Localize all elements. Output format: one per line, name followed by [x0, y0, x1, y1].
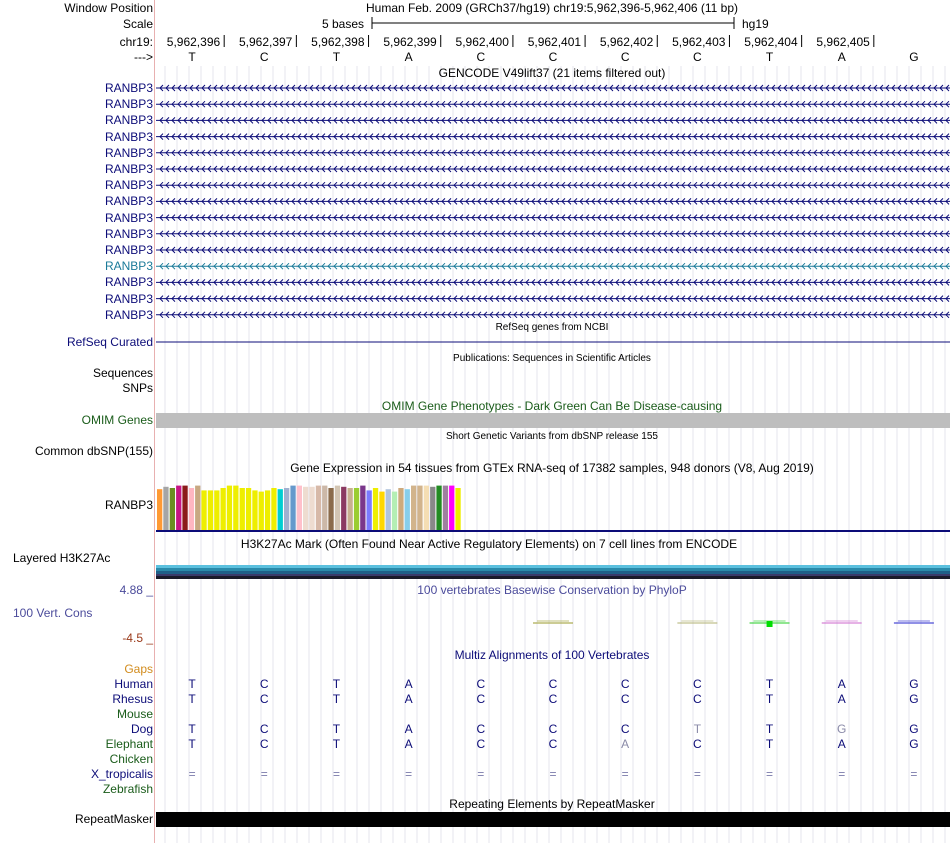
repeatmasker-element-bar	[156, 812, 950, 827]
scale-label: Scale	[122, 17, 153, 31]
gtex-tissue-bar	[328, 488, 333, 530]
aligned-base: T	[765, 737, 774, 751]
gtex-tissue-bar	[163, 487, 168, 530]
gencode-transcript-label[interactable]: RANBP3	[104, 210, 153, 225]
gtex-tissue-bar	[424, 486, 429, 530]
gtex-tissue-bar	[354, 488, 359, 530]
coordinate-tick-label: 5,962,399	[383, 35, 437, 49]
h3k27ac-track-title: H3K27Ac Mark (Often Found Near Active Regulatory Elements) on 7 cell lines from ENCODE	[240, 537, 738, 551]
phylop-track-label[interactable]: 100 Vert. Cons	[13, 606, 93, 620]
aligned-base: C	[259, 677, 269, 691]
scale-db-text: hg19	[742, 17, 769, 31]
aligned-base: T	[188, 737, 196, 751]
gtex-tissue-bar	[367, 490, 372, 530]
reference-base: C	[620, 50, 630, 64]
gencode-track-title: GENCODE V49lift37 (21 items filtered out)	[438, 66, 666, 80]
gtex-tissue-bar	[430, 487, 435, 530]
gtex-tissue-bar	[233, 486, 238, 530]
gencode-transcript-label[interactable]: RANBP3	[104, 97, 153, 112]
aligned-base: G	[837, 722, 847, 736]
gencode-transcript-label[interactable]: RANBP3	[104, 307, 153, 322]
aligned-base: =	[910, 767, 918, 781]
multiz-species-label[interactable]: Dog	[130, 722, 153, 736]
reference-base: T	[765, 50, 774, 64]
aligned-base: T	[765, 692, 774, 706]
gencode-transcript-label[interactable]: RANBP3	[104, 275, 153, 290]
gencode-transcript-label[interactable]: RANBP3	[104, 259, 153, 274]
gtex-tissue-bar	[348, 488, 353, 530]
gtex-tissue-bar	[392, 492, 397, 530]
gtex-tissue-bar	[214, 490, 219, 530]
gtex-tissue-bar	[221, 488, 226, 530]
gtex-tissue-bar	[455, 488, 460, 530]
multiz-species-label[interactable]: Zebrafish	[102, 782, 153, 796]
gtex-tissue-bar	[157, 489, 162, 530]
refseq-track-label[interactable]: RefSeq Curated	[66, 335, 153, 349]
gtex-tissue-bar	[297, 486, 302, 530]
multiz-track-title: Multiz Alignments of 100 Vertebrates	[454, 648, 650, 662]
publications-track-title: Publications: Sequences in Scientific Articles	[453, 353, 651, 364]
aligned-base: A	[404, 692, 413, 706]
multiz-species-label[interactable]: Gaps	[124, 662, 153, 676]
gtex-tissue-bar	[322, 486, 327, 530]
h3k27ac-track-label[interactable]: Layered H3K27Ac	[13, 551, 111, 565]
aligned-base: C	[476, 677, 486, 691]
gtex-tissue-bar	[443, 486, 448, 530]
aligned-base: C	[259, 692, 269, 706]
dbsnp-track-label[interactable]: Common dbSNP(155)	[34, 444, 153, 458]
scale-bar-text: 5 bases	[322, 17, 365, 31]
gtex-tissue-bar	[189, 488, 194, 530]
gencode-transcript-label[interactable]: RANBP3	[104, 243, 153, 257]
repeatmasker-track-label[interactable]: RepeatMasker	[74, 812, 153, 826]
gencode-transcript-label[interactable]: RANBP3	[104, 194, 153, 209]
omim-track-title: OMIM Gene Phenotypes - Dark Green Can Be Disease-causing	[381, 399, 723, 413]
h3k27ac-layer	[156, 568, 950, 571]
multiz-species-label[interactable]: Mouse	[116, 707, 153, 721]
gtex-tissue-bar	[417, 486, 422, 530]
phylop-ymax: 4.88 _	[119, 583, 153, 597]
aligned-base: C	[476, 722, 486, 736]
aligned-base: G	[909, 737, 919, 751]
strand-label: --->	[134, 50, 153, 64]
gencode-transcript-label[interactable]: RANBP3	[104, 162, 153, 176]
aligned-base: =	[477, 767, 485, 781]
aligned-base: T	[188, 677, 196, 691]
aligned-base: =	[549, 767, 557, 781]
gencode-transcript-label[interactable]: RANBP3	[104, 145, 153, 160]
gtex-tissue-bar	[182, 486, 187, 530]
gencode-transcript-label[interactable]: RANBP3	[104, 81, 153, 95]
gtex-tissue-bar	[335, 486, 340, 530]
gencode-transcript-label[interactable]: RANBP3	[104, 129, 153, 144]
gtex-tissue-bar	[341, 487, 346, 530]
gtex-tissue-bar	[360, 486, 365, 530]
multiz-species-label[interactable]: Elephant	[105, 737, 153, 751]
aligned-base: T	[332, 737, 341, 751]
aligned-base: C	[693, 692, 702, 706]
aligned-base: =	[188, 767, 196, 781]
reference-base: C	[476, 50, 486, 64]
gtex-tissue-bar	[303, 487, 308, 530]
aligned-base: G	[909, 692, 919, 706]
gtex-tissue-bar	[373, 488, 378, 530]
gtex-tissue-bar	[278, 489, 283, 530]
gtex-tissue-bar	[170, 488, 175, 530]
repeatmasker-track-title: Repeating Elements by RepeatMasker	[449, 797, 655, 811]
aligned-base: =	[766, 767, 774, 781]
multiz-species-label[interactable]: X_tropicalis	[90, 767, 153, 781]
reference-base: C	[548, 50, 558, 64]
gtex-tissue-bar	[379, 492, 384, 530]
aligned-base: T	[188, 722, 196, 736]
multiz-species-label[interactable]: Chicken	[109, 752, 153, 766]
gencode-transcript-label[interactable]: RANBP3	[104, 226, 153, 241]
gencode-transcript-label[interactable]: RANBP3	[104, 178, 153, 193]
aligned-base: =	[405, 767, 413, 781]
gtex-tissue-bar	[252, 490, 257, 530]
aligned-base: C	[259, 737, 269, 751]
aligned-base: C	[620, 677, 630, 691]
aligned-base: =	[621, 767, 629, 781]
aligned-base: A	[404, 737, 413, 751]
aligned-base: A	[404, 722, 413, 736]
reference-base: C	[259, 50, 269, 64]
gtex-tissue-bar	[259, 492, 264, 530]
aligned-base: C	[476, 737, 486, 751]
assembly-position-text: Human Feb. 2009 (GRCh37/hg19) chr19:5,962,396-5,962,406 (11 bp)	[365, 1, 739, 15]
aligned-base: =	[260, 767, 268, 781]
omim-track-label[interactable]: OMIM Genes	[81, 413, 153, 427]
h3k27ac-layer	[156, 576, 950, 579]
reference-base: T	[188, 50, 196, 64]
aligned-base: C	[548, 737, 558, 751]
coordinate-tick-label: 5,962,403	[672, 35, 726, 49]
aligned-base: C	[620, 692, 630, 706]
gtex-tissue-bar	[316, 486, 321, 530]
gtex-tissue-bar	[411, 486, 416, 530]
gtex-tissue-bar	[240, 488, 245, 530]
coordinate-tick-label: 5,962,404	[744, 35, 798, 49]
gtex-tissue-bar	[309, 487, 314, 530]
aligned-base: G	[909, 722, 919, 736]
aligned-base: A	[837, 677, 846, 691]
phylop-track-title: 100 vertebrates Basewise Conservation by PhyloP	[417, 583, 687, 597]
aligned-base: C	[548, 722, 558, 736]
gtex-tissue-bar	[449, 486, 454, 530]
h3k27ac-layer	[156, 571, 950, 574]
window-position-label: Window Position	[64, 1, 153, 15]
aligned-base: C	[259, 722, 269, 736]
gtex-track-label[interactable]: RANBP3	[104, 498, 153, 512]
phylop-peak	[767, 621, 773, 627]
aligned-base: T	[765, 722, 774, 736]
aligned-base: T	[332, 722, 341, 736]
reference-base: A	[404, 50, 413, 64]
gtex-tissue-bar	[176, 486, 181, 530]
aligned-base: A	[404, 677, 413, 691]
gencode-transcript-label[interactable]: RANBP3	[104, 291, 153, 306]
coordinate-tick-label: 5,962,405	[816, 35, 870, 49]
coordinate-tick-label: 5,962,400	[455, 35, 509, 49]
reference-base: T	[332, 50, 341, 64]
aligned-base: A	[621, 737, 630, 751]
gtex-tissue-bar	[405, 489, 410, 530]
gtex-tissue-bar	[398, 488, 403, 530]
coordinate-tick-label: 5,962,396	[166, 35, 221, 49]
aligned-base: T	[693, 722, 702, 736]
coordinate-tick-label: 5,962,398	[311, 35, 365, 49]
gencode-transcript-label[interactable]: RANBP3	[104, 113, 153, 128]
gtex-tissue-bar	[436, 486, 441, 530]
reference-base: A	[837, 50, 846, 64]
gtex-tissue-bar	[290, 486, 295, 530]
gtex-track-title: Gene Expression in 54 tissues from GTEx RNA-seq of 17382 samples, 948 donors (V8, Aug 2019)	[290, 461, 814, 475]
aligned-base: T	[332, 692, 341, 706]
h3k27ac-layer	[156, 574, 950, 576]
publications-track-label[interactable]: Sequences	[92, 366, 153, 380]
aligned-base: A	[837, 692, 846, 706]
coordinate-tick-label: 5,962,402	[599, 35, 654, 49]
gtex-tissue-bar	[227, 486, 232, 530]
gtex-tissue-bar	[284, 488, 289, 530]
phylop-ymin: -4.5 _	[122, 631, 153, 645]
gtex-tissue-bar	[386, 489, 391, 530]
dbsnp-track-title: Short Genetic Variants from dbSNP release 155	[446, 431, 658, 442]
aligned-base: =	[693, 767, 701, 781]
aligned-base: G	[909, 677, 919, 691]
aligned-base: C	[548, 692, 558, 706]
reference-base: C	[693, 50, 702, 64]
aligned-base: C	[620, 722, 630, 736]
h3k27ac-layer	[156, 565, 950, 568]
multiz-species-label[interactable]: Human	[114, 677, 153, 691]
gtex-tissue-bar	[201, 490, 206, 530]
aligned-base: A	[837, 737, 846, 751]
reference-base: G	[909, 50, 919, 64]
coordinate-tick-label: 5,962,401	[527, 35, 582, 49]
aligned-base: =	[838, 767, 846, 781]
aligned-base: C	[693, 737, 702, 751]
aligned-base: T	[188, 692, 196, 706]
aligned-base: T	[332, 677, 341, 691]
gtex-tissue-bar	[195, 486, 200, 530]
refseq-track-title: RefSeq genes from NCBI	[495, 322, 609, 333]
omim-phenotype-bar	[156, 413, 950, 428]
gtex-tissue-bar	[265, 490, 270, 530]
aligned-base: C	[476, 692, 486, 706]
aligned-base: C	[548, 677, 558, 691]
coordinate-tick-label: 5,962,397	[238, 35, 293, 49]
snps-track-label[interactable]: SNPs	[122, 381, 153, 395]
gtex-tissue-bar	[208, 490, 213, 530]
aligned-base: T	[765, 677, 774, 691]
gtex-tissue-bar	[246, 488, 251, 530]
aligned-base: =	[332, 767, 340, 781]
aligned-base: C	[693, 677, 702, 691]
gtex-tissue-bar	[271, 488, 276, 530]
multiz-species-label[interactable]: Rhesus	[112, 692, 153, 706]
chrom-label: chr19:	[119, 35, 153, 49]
